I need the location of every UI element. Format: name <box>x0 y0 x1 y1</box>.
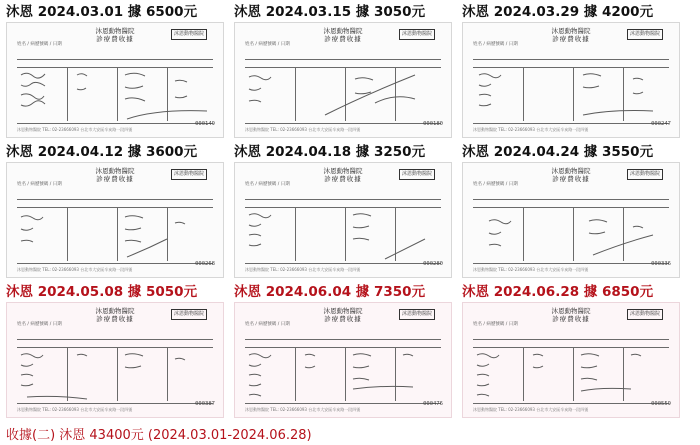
receipt-card <box>2 282 228 420</box>
clinic-stamp: 沐恩動物醫院 <box>399 169 435 180</box>
form-fields: 姓名 / 病歷號碼 / 日期 <box>245 42 290 47</box>
receipt-serial: 000280 <box>423 261 443 267</box>
receipt-serial: 000149 <box>195 121 215 127</box>
form-fields: 姓名 / 病歷號碼 / 日期 <box>473 322 518 327</box>
form-fields: 姓名 / 病歷號碼 / 日期 <box>17 42 62 47</box>
receipt-serial: 000247 <box>651 121 671 127</box>
receipt-form <box>234 302 452 418</box>
receipt-card <box>2 142 228 280</box>
handwriting <box>7 23 225 139</box>
clinic-stamp: 沐恩動物醫院 <box>627 309 663 320</box>
receipt-form <box>6 22 224 138</box>
summary-caption: 收據(二) 沐恩 43400元 (2024.03.01-2024.06.28) <box>6 428 312 443</box>
receipt-footer: 沐恩動物醫院 TEL: 02-23666093 台北市大安區辛亥路一段四號 <box>245 407 361 412</box>
receipt-footer: 沐恩動物醫院 TEL: 02-23666093 台北市大安區辛亥路一段四號 <box>473 407 589 412</box>
receipt-card <box>458 282 684 420</box>
hospital-name: 沐恩動物醫院 <box>323 307 363 315</box>
receipt-card <box>458 2 684 140</box>
receipt-card <box>230 142 456 280</box>
receipt-serial: 000180 <box>423 121 443 127</box>
receipt-caption: 沐恩 2024.05.08 據 5050元 <box>6 284 198 300</box>
receipt-footer: 沐恩動物醫院 TEL: 02-23666093 台北市大安區辛亥路一段四號 <box>17 267 133 272</box>
clinic-stamp: 沐恩動物醫院 <box>399 309 435 320</box>
receipt-footer: 沐恩動物醫院 TEL: 02-23666093 台北市大安區辛亥路一段四號 <box>473 127 589 132</box>
handwriting <box>7 303 225 419</box>
handwriting <box>235 23 453 139</box>
handwriting <box>463 23 681 139</box>
form-title: 診療費收據 <box>552 175 590 183</box>
clinic-stamp: 沐恩動物醫院 <box>171 29 207 40</box>
receipt-caption: 沐恩 2024.04.18 據 3250元 <box>234 144 426 160</box>
receipt-footer: 沐恩動物醫院 TEL: 02-23666093 台北市大安區辛亥路一段四號 <box>17 127 133 132</box>
receipt-caption: 沐恩 2024.03.29 據 4200元 <box>462 4 654 20</box>
receipt-footer: 沐恩動物醫院 TEL: 02-23666093 台北市大安區辛亥路一段四號 <box>245 267 361 272</box>
receipt-serial: 000336 <box>651 261 671 267</box>
form-title: 診療費收據 <box>552 35 590 43</box>
form-fields: 姓名 / 病歷號碼 / 日期 <box>473 42 518 47</box>
receipt-caption: 沐恩 2024.04.12 據 3600元 <box>6 144 198 160</box>
hospital-name: 沐恩動物醫院 <box>95 167 135 175</box>
hospital-name: 沐恩動物醫院 <box>95 27 135 35</box>
receipt-footer: 沐恩動物醫院 TEL: 02-23666093 台北市大安區辛亥路一段四號 <box>17 407 133 412</box>
receipt-serial: 000476 <box>423 401 443 407</box>
hospital-name: 沐恩動物醫院 <box>551 307 591 315</box>
hospital-name: 沐恩動物醫院 <box>323 27 363 35</box>
clinic-stamp: 沐恩動物醫院 <box>627 169 663 180</box>
hospital-name: 沐恩動物醫院 <box>95 307 135 315</box>
form-title: 診療費收據 <box>552 315 590 323</box>
receipt-serial: 000268 <box>195 261 215 267</box>
form-fields: 姓名 / 病歷號碼 / 日期 <box>17 182 62 187</box>
form-title: 診療費收據 <box>324 175 362 183</box>
form-title: 診療費收據 <box>324 315 362 323</box>
receipt-card <box>458 142 684 280</box>
receipt-card <box>230 282 456 420</box>
receipt-form <box>462 22 680 138</box>
receipt-serial: 000387 <box>195 401 215 407</box>
form-title: 診療費收據 <box>324 35 362 43</box>
receipt-form <box>234 162 452 278</box>
handwriting <box>463 163 681 279</box>
clinic-stamp: 沐恩動物醫院 <box>627 29 663 40</box>
receipt-form <box>6 162 224 278</box>
hospital-name: 沐恩動物醫院 <box>323 167 363 175</box>
handwriting <box>235 163 453 279</box>
handwriting <box>463 303 681 419</box>
hospital-name: 沐恩動物醫院 <box>551 27 591 35</box>
receipt-caption: 沐恩 2024.06.04 據 7350元 <box>234 284 426 300</box>
form-fields: 姓名 / 病歷號碼 / 日期 <box>473 182 518 187</box>
form-fields: 姓名 / 病歷號碼 / 日期 <box>17 322 62 327</box>
handwriting <box>7 163 225 279</box>
receipt-caption: 沐恩 2024.06.28 據 6850元 <box>462 284 654 300</box>
form-fields: 姓名 / 病歷號碼 / 日期 <box>245 322 290 327</box>
receipt-serial: 000559 <box>651 401 671 407</box>
receipt-caption: 沐恩 2024.03.15 據 3050元 <box>234 4 426 20</box>
clinic-stamp: 沐恩動物醫院 <box>171 309 207 320</box>
hospital-name: 沐恩動物醫院 <box>551 167 591 175</box>
receipt-card <box>2 2 228 140</box>
clinic-stamp: 沐恩動物醫院 <box>171 169 207 180</box>
form-title: 診療費收據 <box>96 35 134 43</box>
receipt-form <box>234 22 452 138</box>
receipt-card <box>230 2 456 140</box>
form-fields: 姓名 / 病歷號碼 / 日期 <box>245 182 290 187</box>
receipt-form <box>462 162 680 278</box>
receipt-form <box>6 302 224 418</box>
form-title: 診療費收據 <box>96 175 134 183</box>
handwriting <box>235 303 453 419</box>
form-title: 診療費收據 <box>96 315 134 323</box>
receipt-form <box>462 302 680 418</box>
receipt-footer: 沐恩動物醫院 TEL: 02-23666093 台北市大安區辛亥路一段四號 <box>245 127 361 132</box>
receipt-footer: 沐恩動物醫院 TEL: 02-23666093 台北市大安區辛亥路一段四號 <box>473 267 589 272</box>
receipt-caption: 沐恩 2024.03.01 據 6500元 <box>6 4 198 20</box>
receipt-caption: 沐恩 2024.04.24 據 3550元 <box>462 144 654 160</box>
clinic-stamp: 沐恩動物醫院 <box>399 29 435 40</box>
